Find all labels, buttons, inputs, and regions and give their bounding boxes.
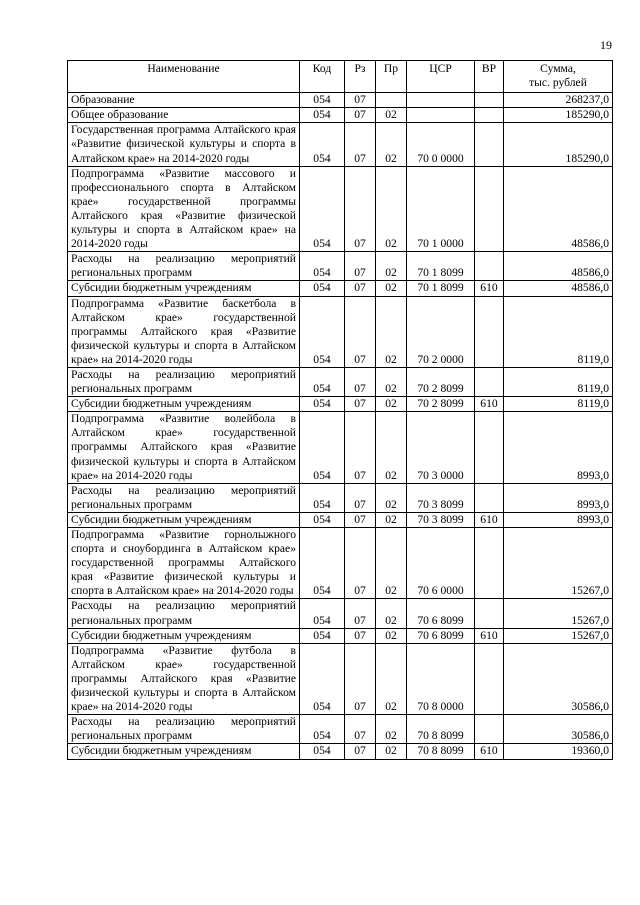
- cell-name: Подпрограмма «Развитие волейбола в Алтайском крае» государственной программы Алтайского края «Развитие физической культуры и спорта в Алтайском крае» на 2014-2020 годы: [68, 412, 300, 483]
- table-row: [68, 93, 613, 108]
- cell-code: 054: [300, 367, 345, 396]
- cell-rz: 07: [345, 744, 376, 759]
- cell-code: 054: [300, 93, 345, 108]
- cell-sum: 30586,0: [504, 715, 613, 744]
- cell-csr: 70 1 8099: [407, 252, 475, 281]
- cell-sum: 48586,0: [504, 166, 613, 252]
- cell-csr: 70 6 8099: [407, 599, 475, 628]
- cell-sum: 30586,0: [504, 643, 613, 714]
- table-row: [68, 296, 613, 367]
- cell-rz: 07: [345, 397, 376, 412]
- header-code: Код: [300, 61, 345, 93]
- cell-name: Подпрограмма «Развитие массового и профессионального спорта в Алтайском крае» государственной программы Алтайского края «Развитие физической культуры и спорта в Алтайском крае» на 2014-2020 годы: [68, 166, 300, 252]
- cell-rz: 07: [345, 281, 376, 296]
- cell-pr: 02: [376, 108, 407, 123]
- cell-name: Государственная программа Алтайского края «Развитие физической культуры и спорта в Алтайском крае» на 2014-2020 годы: [68, 123, 300, 166]
- cell-name: Общее образование: [68, 108, 300, 123]
- cell-csr: 70 3 8099: [407, 512, 475, 527]
- cell-csr: [407, 108, 475, 123]
- cell-vr: [475, 108, 504, 123]
- cell-csr: 70 6 0000: [407, 528, 475, 599]
- cell-sum: 48586,0: [504, 281, 613, 296]
- cell-sum: 8119,0: [504, 367, 613, 396]
- cell-csr: 70 6 8099: [407, 628, 475, 643]
- table-row: [68, 281, 613, 296]
- cell-pr: 02: [376, 166, 407, 252]
- cell-code: 054: [300, 296, 345, 367]
- cell-code: 054: [300, 166, 345, 252]
- cell-rz: 07: [345, 166, 376, 252]
- cell-code: 054: [300, 397, 345, 412]
- cell-rz: 07: [345, 599, 376, 628]
- cell-csr: 70 1 0000: [407, 166, 475, 252]
- header-row: [68, 61, 613, 93]
- cell-pr: 02: [376, 528, 407, 599]
- cell-rz: 07: [345, 296, 376, 367]
- cell-vr: 610: [475, 512, 504, 527]
- table-row: [68, 528, 613, 599]
- cell-vr: [475, 528, 504, 599]
- cell-pr: 02: [376, 643, 407, 714]
- header-sum-line1: Сумма,: [540, 62, 576, 75]
- cell-rz: 07: [345, 528, 376, 599]
- cell-name: Субсидии бюджетным учреждениям: [68, 744, 300, 759]
- cell-sum: 8993,0: [504, 412, 613, 483]
- cell-csr: 70 2 8099: [407, 367, 475, 396]
- table-row: [68, 599, 613, 628]
- cell-code: 054: [300, 643, 345, 714]
- cell-name: Субсидии бюджетным учреждениям: [68, 628, 300, 643]
- header-vr: ВР: [475, 61, 504, 93]
- cell-name: Расходы на реализацию мероприятий региональных программ: [68, 367, 300, 396]
- cell-rz: 07: [345, 512, 376, 527]
- cell-code: 054: [300, 483, 345, 512]
- cell-pr: 02: [376, 397, 407, 412]
- cell-vr: [475, 599, 504, 628]
- cell-name: Субсидии бюджетным учреждениям: [68, 512, 300, 527]
- cell-sum: 8119,0: [504, 296, 613, 367]
- cell-rz: 07: [345, 123, 376, 166]
- table-row: [68, 252, 613, 281]
- cell-pr: 02: [376, 281, 407, 296]
- cell-sum: 8993,0: [504, 483, 613, 512]
- table-row: [68, 108, 613, 123]
- cell-rz: 07: [345, 628, 376, 643]
- cell-vr: [475, 643, 504, 714]
- cell-rz: 07: [345, 367, 376, 396]
- cell-vr: [475, 367, 504, 396]
- cell-vr: [475, 296, 504, 367]
- cell-sum: 15267,0: [504, 528, 613, 599]
- cell-name: Субсидии бюджетным учреждениям: [68, 281, 300, 296]
- cell-pr: 02: [376, 715, 407, 744]
- cell-name: Образование: [68, 93, 300, 108]
- cell-code: 054: [300, 528, 345, 599]
- cell-sum: 8119,0: [504, 397, 613, 412]
- cell-csr: 70 3 0000: [407, 412, 475, 483]
- cell-vr: [475, 715, 504, 744]
- table-row: [68, 412, 613, 483]
- cell-pr: 02: [376, 412, 407, 483]
- cell-rz: 07: [345, 643, 376, 714]
- table-row: [68, 715, 613, 744]
- cell-pr: 02: [376, 296, 407, 367]
- cell-pr: 02: [376, 367, 407, 396]
- cell-name: Подпрограмма «Развитие футбола в Алтайском крае» государственной программы Алтайского края «Развитие физической культуры и спорта в Алтайском крае» на 2014-2020 годы: [68, 643, 300, 714]
- cell-pr: 02: [376, 512, 407, 527]
- cell-vr: [475, 93, 504, 108]
- header-rz: Рз: [345, 61, 376, 93]
- cell-vr: [475, 166, 504, 252]
- budget-table: [67, 60, 613, 760]
- cell-rz: 07: [345, 715, 376, 744]
- cell-sum: 15267,0: [504, 599, 613, 628]
- cell-code: 054: [300, 744, 345, 759]
- cell-name: Подпрограмма «Развитие баскетбола в Алтайском крае» государственной программы Алтайского края «Развитие физической культуры и спорта в Алтайском крае» на 2014-2020 годы: [68, 296, 300, 367]
- cell-sum: 185290,0: [504, 123, 613, 166]
- cell-csr: 70 2 0000: [407, 296, 475, 367]
- table-row: [68, 483, 613, 512]
- cell-csr: 70 8 8099: [407, 715, 475, 744]
- cell-sum: 185290,0: [504, 108, 613, 123]
- cell-pr: 02: [376, 123, 407, 166]
- cell-name: Расходы на реализацию мероприятий региональных программ: [68, 252, 300, 281]
- cell-vr: 610: [475, 397, 504, 412]
- cell-code: 054: [300, 281, 345, 296]
- cell-code: 054: [300, 252, 345, 281]
- cell-code: 054: [300, 599, 345, 628]
- cell-pr: 02: [376, 599, 407, 628]
- table-row: [68, 367, 613, 396]
- cell-vr: 610: [475, 628, 504, 643]
- cell-csr: 70 2 8099: [407, 397, 475, 412]
- cell-name: Расходы на реализацию мероприятий региональных программ: [68, 599, 300, 628]
- cell-csr: 70 0 0000: [407, 123, 475, 166]
- cell-pr: 02: [376, 252, 407, 281]
- cell-rz: 07: [345, 483, 376, 512]
- header-name: Наименование: [68, 61, 300, 93]
- cell-code: 054: [300, 108, 345, 123]
- cell-pr: 02: [376, 744, 407, 759]
- cell-sum: 19360,0: [504, 744, 613, 759]
- cell-csr: 70 1 8099: [407, 281, 475, 296]
- cell-name: Расходы на реализацию мероприятий региональных программ: [68, 715, 300, 744]
- cell-sum: 48586,0: [504, 252, 613, 281]
- cell-sum: 268237,0: [504, 93, 613, 108]
- table-row: [68, 123, 613, 166]
- table-row: [68, 166, 613, 252]
- header-pr: Пр: [376, 61, 407, 93]
- cell-vr: [475, 483, 504, 512]
- table-body: [68, 93, 613, 759]
- cell-pr: 02: [376, 483, 407, 512]
- cell-code: 054: [300, 512, 345, 527]
- table-row: [68, 628, 613, 643]
- table-row: [68, 744, 613, 759]
- table-row: [68, 397, 613, 412]
- cell-pr: [376, 93, 407, 108]
- cell-vr: 610: [475, 744, 504, 759]
- cell-sum: 8993,0: [504, 512, 613, 527]
- cell-csr: 70 8 8099: [407, 744, 475, 759]
- cell-vr: [475, 412, 504, 483]
- cell-pr: 02: [376, 628, 407, 643]
- cell-vr: [475, 123, 504, 166]
- cell-rz: 07: [345, 252, 376, 281]
- cell-rz: 07: [345, 108, 376, 123]
- cell-rz: 07: [345, 93, 376, 108]
- cell-code: 054: [300, 628, 345, 643]
- cell-csr: 70 8 0000: [407, 643, 475, 714]
- header-csr: ЦСР: [407, 61, 475, 93]
- cell-csr: 70 3 8099: [407, 483, 475, 512]
- cell-csr: [407, 93, 475, 108]
- cell-vr: 610: [475, 281, 504, 296]
- cell-name: Подпрограмма «Развитие горнолыжного спорта и сноубординга в Алтайском крае» государственной программы Алтайского края «Развитие физической культуры и спорта в Алтайском крае» на 2014-2020 годы: [68, 528, 300, 599]
- table-row: [68, 512, 613, 527]
- page-number: 19: [600, 38, 612, 52]
- header-sum-line2: тыс. рублей: [529, 76, 587, 90]
- cell-rz: 07: [345, 412, 376, 483]
- cell-code: 054: [300, 715, 345, 744]
- table-header: [68, 61, 613, 93]
- cell-name: Расходы на реализацию мероприятий региональных программ: [68, 483, 300, 512]
- cell-code: 054: [300, 412, 345, 483]
- cell-vr: [475, 252, 504, 281]
- cell-name: Субсидии бюджетным учреждениям: [68, 397, 300, 412]
- cell-code: 054: [300, 123, 345, 166]
- table-row: [68, 643, 613, 714]
- header-sum: [504, 61, 613, 93]
- cell-sum: 15267,0: [504, 628, 613, 643]
